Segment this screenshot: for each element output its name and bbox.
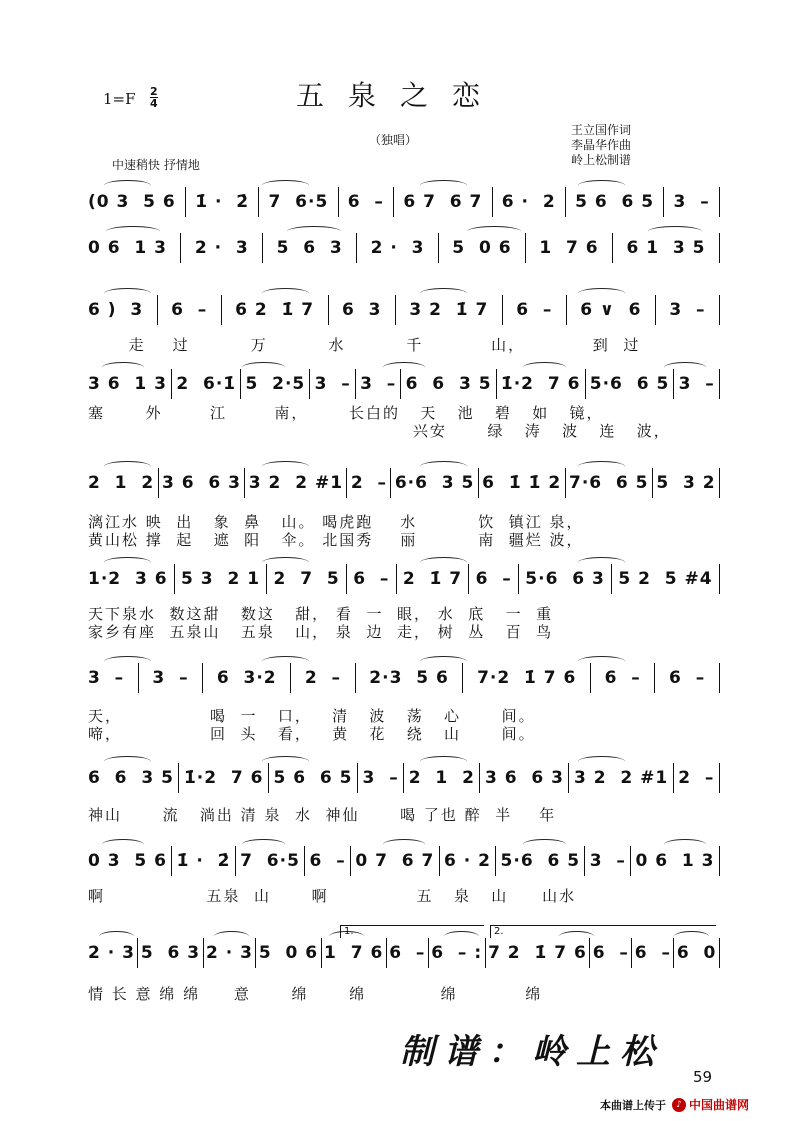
barline [428, 938, 429, 968]
barline [589, 938, 590, 968]
slur [578, 180, 625, 191]
lyric-line: 漓江水 映 出 象 鼻 山。 喝虎跑 水 饮 镇江 泉， [88, 513, 584, 531]
measure: 3 2 2 #1 [248, 473, 344, 493]
measure: 6 1 3 5 [626, 238, 706, 258]
slur [523, 362, 565, 373]
barline [171, 369, 172, 399]
barline [478, 468, 479, 498]
lyric-line: 黄山松 撑 起 遮 阳 伞。 北国秀 丽 南 疆烂 波， [88, 531, 584, 549]
tempo-marking: 中速稍快 抒情地 [112, 158, 200, 172]
barline [262, 233, 263, 263]
barline [180, 233, 181, 263]
engraver: 岭上松制谱 [571, 153, 632, 167]
slur [104, 180, 151, 191]
barline [321, 938, 322, 968]
measure: 0 6 1 3 [635, 851, 715, 871]
measure: 1·2 3 6 [88, 569, 168, 589]
measure: 6 · 2 [501, 192, 556, 212]
measure: 5·6 6 3 [525, 569, 605, 589]
slur [287, 226, 341, 237]
notation-row [88, 563, 720, 595]
slur [262, 756, 309, 767]
barline [386, 938, 387, 968]
lyric-line: 神山 流 淌出 清 泉 水 神仙 喝 了也 醉 半 年 [88, 806, 557, 824]
slur [102, 839, 144, 850]
slur [104, 756, 151, 767]
lyric-line: 家乡有座 五泉山 五泉 山， 泉 边 走， 树 丛 百 鸟 [88, 623, 554, 641]
lyric-line: 啼， 回 头 看， 黄 花 绕 山 间。 [88, 725, 536, 743]
measure: 2 · 3 [194, 238, 249, 258]
measure: 6 6 3 5 [405, 374, 492, 394]
slur [664, 839, 706, 850]
barline [268, 763, 269, 793]
measure: 7 6·5 [268, 192, 329, 212]
slur [420, 288, 467, 299]
measure: 5·6 6 5 [589, 374, 670, 394]
measure: 6 – [389, 943, 426, 963]
composer: 李晶华作曲 [571, 138, 632, 152]
barline [631, 938, 632, 968]
notation-row [88, 467, 720, 499]
measure: 6 – [171, 300, 208, 320]
slur [420, 756, 467, 767]
slur [383, 839, 425, 850]
slur [664, 362, 706, 373]
barline [304, 846, 305, 876]
measure: 6 2 1̇ 7 [235, 300, 315, 320]
measure: 3 – [314, 374, 351, 394]
measure: 2 1̇ 7 [402, 569, 463, 589]
measure: 1̇·2 7 6 [183, 768, 264, 788]
slur [578, 557, 625, 568]
measure: 6 6 3 5 [88, 768, 174, 788]
barline [439, 846, 440, 876]
measure: 5 6 6 5 [273, 768, 353, 788]
page-title: 五泉之恋 [296, 79, 505, 112]
measure: 6 – [634, 943, 671, 963]
notation-row [88, 762, 720, 794]
measure: 6 – [604, 668, 641, 688]
measure: 3 – [88, 668, 125, 688]
measure: 5 2·5 [245, 374, 306, 394]
measure: 3 2 1̇ 7 [409, 300, 489, 320]
barline [673, 763, 674, 793]
measure: 3 2 2 #1 [573, 768, 669, 788]
barline [255, 938, 256, 968]
measure: 5·6 6 5 [500, 851, 581, 871]
slur [420, 461, 467, 472]
measure: 3 – [360, 374, 397, 394]
lyricist: 王立国作词 [571, 123, 632, 137]
barline [158, 468, 159, 498]
measure: 2 1 2 [88, 473, 155, 493]
barline [719, 938, 720, 968]
measure: 6 ) 3 [88, 300, 144, 320]
measure: 6 1̇ 1̇ 2 [482, 473, 562, 493]
barline [395, 295, 396, 325]
measure: 2·3 5 6 [369, 668, 449, 688]
page-number: 59 [693, 1068, 713, 1086]
barline [590, 663, 591, 693]
barline [185, 187, 186, 217]
slur [420, 656, 467, 667]
lyric-line: 兴安 绿 涛 波 连 波， [88, 422, 671, 440]
slur [106, 226, 160, 237]
slur [104, 288, 151, 299]
barline [356, 233, 357, 263]
barline [630, 846, 631, 876]
measure: 6 – [592, 943, 629, 963]
slur [102, 362, 144, 373]
measure: 2 – [304, 668, 342, 688]
measure: 6 3 [341, 300, 382, 320]
barline [719, 763, 720, 793]
measure: 5 2 5 #4 [618, 569, 713, 589]
measure: 2 · 3 [370, 238, 425, 258]
barline [652, 468, 653, 498]
notation-row [88, 937, 720, 969]
measure: 6 – [309, 851, 346, 871]
barline [719, 295, 720, 325]
measure: (0 3 5 6 [88, 192, 176, 212]
barline [663, 187, 664, 217]
measure: 0 7 6 7 [355, 851, 435, 871]
qupu-logo-icon: ♪ [672, 1098, 686, 1112]
measure: 3 – [152, 668, 189, 688]
barline [655, 295, 656, 325]
barline [346, 468, 347, 498]
barline [496, 369, 497, 399]
barline [518, 564, 519, 594]
slur [420, 557, 467, 568]
measure: 3 – [589, 851, 626, 871]
time-signature: $\frac{2}{4}$ [150, 85, 158, 110]
barline [438, 233, 439, 263]
measure: 2 1 2 [408, 768, 475, 788]
barline [495, 846, 496, 876]
measure: 3 6 6 3 [161, 473, 241, 493]
measure: 6·6 3 5 [394, 473, 475, 493]
measure: 7·6 6 5 [568, 473, 649, 493]
barline [393, 187, 394, 217]
barline [719, 663, 720, 693]
measure: 2 6·1̇ [176, 374, 237, 394]
measure: 5 3 2 [656, 473, 716, 493]
notation-row [88, 186, 720, 218]
measure: 1̇ · 2̇ [176, 851, 231, 871]
barline [719, 233, 720, 263]
measure: 2 7 5 [273, 569, 340, 589]
measure: 2 · 3 [88, 943, 135, 963]
measure: 5 6 3 [276, 238, 343, 258]
barline [138, 663, 139, 693]
measure: 6 – [475, 569, 512, 589]
footer [600, 1096, 749, 1113]
measure: 5 0 6 [258, 943, 319, 963]
slur [104, 557, 151, 568]
barline [202, 663, 203, 693]
lyric-line: 天下泉水 数这甜 数这 甜， 看 一 眼， 水 底 一 重 [88, 605, 554, 623]
slur [242, 839, 284, 850]
lyric-line: 情 长 意 绵 绵 意 绵 绵 绵 绵 [88, 985, 543, 1003]
site-logo[interactable] [672, 1096, 749, 1113]
barline [719, 187, 720, 217]
signature: 制谱：岭上松 [400, 1032, 664, 1072]
volta-bracket: 2. [490, 925, 716, 938]
measure: 3 6 6 3 [484, 768, 564, 788]
measure: 0 6 1 3 [88, 238, 167, 258]
barline [244, 468, 245, 498]
credits [571, 123, 631, 168]
barline [258, 187, 259, 217]
measure: 3 – [673, 192, 710, 212]
notation-row [88, 232, 720, 264]
measure: 5 0 6 [452, 238, 512, 258]
barline [565, 468, 566, 498]
barline [565, 187, 566, 217]
barline [403, 763, 404, 793]
barline [338, 187, 339, 217]
key-signature: 1=F [103, 90, 136, 108]
barline [309, 369, 310, 399]
measure: 1 7 6 [539, 238, 599, 258]
barline [492, 187, 493, 217]
measure: 1 7 6 [324, 943, 384, 963]
barline [566, 295, 567, 325]
barline [525, 233, 526, 263]
barline [396, 564, 397, 594]
measure: 6 · 2 [443, 851, 491, 871]
barline [355, 369, 356, 399]
measure: 5 6 6 5 [575, 192, 655, 212]
measure: 6 ∨ 6 [580, 300, 642, 320]
barline [479, 763, 480, 793]
barline [468, 564, 469, 594]
measure: 7 2 1̇ 7 6 [488, 943, 587, 963]
lyric-line: 塞 外 江 南， 长白的 天 池 碧 如 镜， [88, 404, 604, 422]
barline [174, 564, 175, 594]
barline [290, 663, 291, 693]
slur [242, 362, 284, 373]
slur [578, 288, 625, 299]
barline [462, 663, 463, 693]
footer-text: 本曲谱上传于 [600, 1098, 666, 1112]
barline [178, 763, 179, 793]
barline [157, 295, 158, 325]
notation-row [88, 294, 720, 326]
barline [719, 468, 720, 498]
barline [485, 938, 486, 968]
barline [390, 468, 391, 498]
volta-bracket: 1. [340, 925, 484, 938]
notation-row [88, 662, 720, 694]
barline [502, 295, 503, 325]
measure: 3 – [678, 374, 715, 394]
slur [467, 226, 521, 237]
slur [262, 288, 309, 299]
measure: 5 6 3 [140, 943, 201, 963]
slur [104, 656, 151, 667]
barline [585, 369, 586, 399]
barline [568, 763, 569, 793]
barline [171, 846, 172, 876]
slur [578, 756, 625, 767]
lyric-line: 啊 五泉 山 啊 五 泉 山 山水 [88, 887, 577, 905]
barline [612, 233, 613, 263]
barline [221, 295, 222, 325]
slur [262, 656, 309, 667]
barline [357, 763, 358, 793]
barline [203, 938, 204, 968]
measure: 6 – [347, 192, 384, 212]
barline [235, 846, 236, 876]
slur [578, 461, 625, 472]
measure: 6 3·2 [216, 668, 277, 688]
measure: 3 – [362, 768, 399, 788]
measure: 3 6 1 3 [88, 374, 167, 394]
barline [584, 846, 585, 876]
measure: 0 3 5 6 [88, 851, 167, 871]
slur [104, 461, 151, 472]
barline [719, 369, 720, 399]
barline [137, 938, 138, 968]
slur [262, 557, 309, 568]
barline [355, 663, 356, 693]
barline [719, 846, 720, 876]
barline [673, 369, 674, 399]
lyric-line: 走 过 万 水 千 山， 到 过 [88, 336, 641, 354]
measure: 6 – [669, 668, 706, 688]
measure: 6 – [516, 300, 553, 320]
measure: 7 6·5 [240, 851, 300, 871]
measure: 7·2 1̇ 7 6 [477, 668, 577, 688]
measure: 6 – : [431, 943, 483, 963]
measure: 2 – [350, 473, 388, 493]
measure: 5 3 2 1 [181, 569, 261, 589]
barline [240, 369, 241, 399]
slur [648, 226, 702, 237]
measure: 6 – [353, 569, 390, 589]
measure: 6 0 [676, 943, 717, 963]
site-logo-text: 中国曲谱网 [689, 1098, 750, 1112]
slur [578, 656, 625, 667]
measure: 1̇ · 2̇ [195, 192, 250, 212]
slur [383, 362, 425, 373]
barline [328, 295, 329, 325]
slur [262, 461, 309, 472]
barline [611, 564, 612, 594]
measure: 3 – [669, 300, 706, 320]
subtitle: （独唱） [369, 133, 418, 147]
slur [99, 931, 133, 942]
measure: 6 7 6 7 [403, 192, 483, 212]
barline [719, 564, 720, 594]
barline [654, 663, 655, 693]
slur [262, 180, 309, 191]
barline [266, 564, 267, 594]
slur [523, 839, 565, 850]
measure: 2 · 3 [206, 943, 253, 963]
slur [420, 180, 467, 191]
barline [350, 846, 351, 876]
barline [400, 369, 401, 399]
slur [214, 931, 248, 942]
barline [673, 938, 674, 968]
barline [346, 564, 347, 594]
measure: 2 – [678, 768, 715, 788]
measure: 1̇·2 7 6 [500, 374, 581, 394]
lyric-line: 天， 喝 一 口， 清 波 荡 心 间。 [88, 707, 536, 725]
